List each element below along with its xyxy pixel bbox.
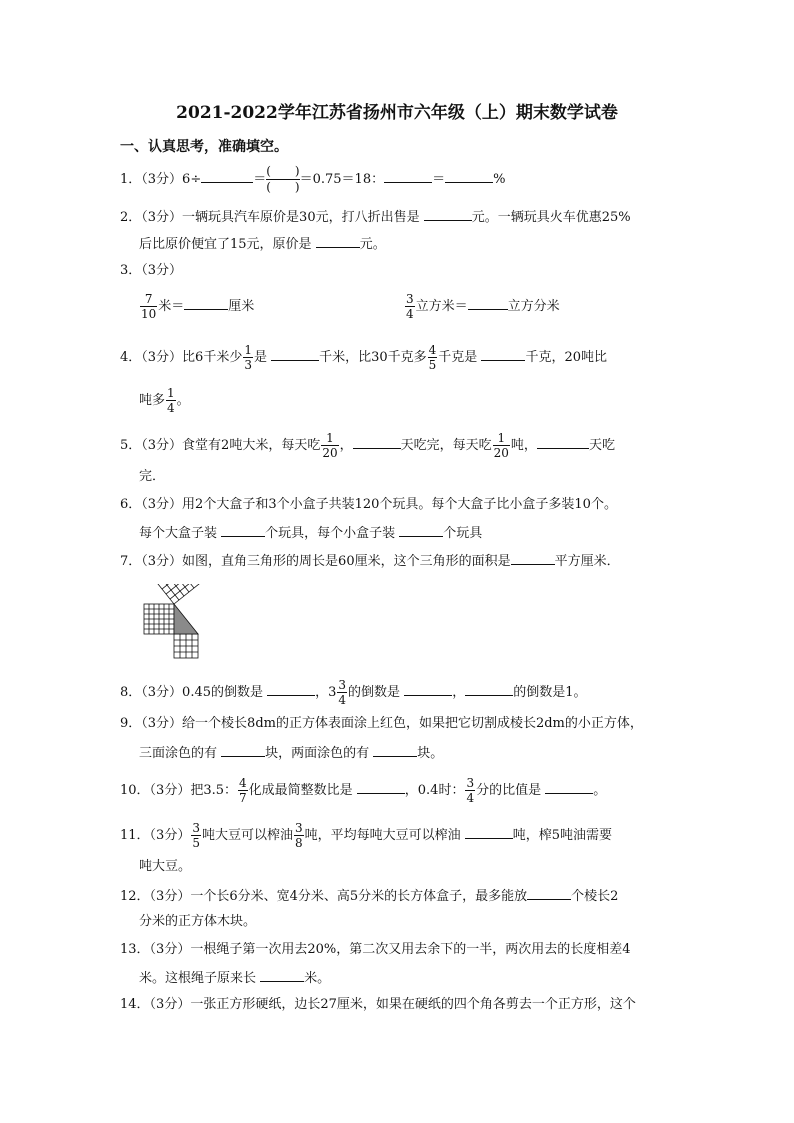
answer-blank[interactable] — [404, 682, 452, 696]
question-8: 8．（3分）0.45的倒数是 ，3 $\frac{3}{4}$ 的倒数是 ， 的倒数是1。 — [120, 678, 587, 707]
question-12-cont: 分米的正方体木块。 — [139, 914, 257, 929]
answer-blank[interactable] — [271, 347, 319, 361]
question-13-cont: 米。这根绳子原来长 米。 — [139, 968, 330, 988]
question-5-cont: 完． — [139, 469, 166, 484]
question-6-cont: 每个大盒子装 个玩具，每个小盒子装 个玩具 — [139, 523, 482, 543]
answer-blank[interactable] — [184, 296, 228, 310]
answer-blank[interactable] — [353, 435, 401, 449]
fraction: $\frac{3}{4}$ — [338, 678, 347, 707]
question-11-cont: 吨大豆。 — [139, 859, 192, 874]
question-12: 12．（3分）一个长6分米、宽4分米、高5分米的长方体盒子，最多能放 个棱长2 — [120, 886, 618, 906]
answer-blank[interactable] — [221, 523, 265, 537]
question-10: 10．（3分）把3.5： $\frac{4}{7}$ 化成最简整数比是 ，0.4时： $\frac{3}{4}$ 分的比值是 。 — [120, 776, 607, 805]
question-7: 7．（3分）如图，直角三角形的周长是60厘米，这个三角形的面积是 平方厘米． — [120, 551, 620, 571]
fraction: $\frac{3}{5}$ — [192, 821, 200, 850]
fraction: $\frac{3}{8}$ — [294, 821, 303, 850]
answer-blank[interactable] — [201, 169, 253, 183]
answer-blank[interactable] — [260, 968, 304, 982]
pythagoras-diagram — [138, 584, 238, 662]
answer-blank[interactable] — [481, 347, 525, 361]
question-9-cont: 三面涂色的有 块，两面涂色的有 块。 — [139, 743, 443, 763]
answer-blank[interactable] — [357, 780, 405, 794]
right-triangle-squares-figure — [138, 584, 238, 666]
answer-blank[interactable] — [384, 169, 432, 183]
question-13: 13．（3分）一根绳子第一次用去20%，第二次又用去余下的一半，两次用去的长度相差4 — [120, 942, 631, 957]
answer-blank[interactable] — [537, 435, 589, 449]
fraction: $\frac{7}{10}$ — [141, 292, 157, 321]
answer-blank[interactable] — [527, 886, 571, 900]
question-1: 1．（3分）6÷ ＝ $\frac{( )}{( )}$ ＝0.75＝18： ＝ % — [120, 164, 506, 194]
answer-blank[interactable] — [445, 169, 493, 183]
question-11: 11．（3分） $\frac{3}{5}$ 吨大豆可以榨油 $\frac{3}{8}$ 吨，平均每吨大豆可以榨油 吨，榨5吨油需要 — [120, 821, 613, 850]
page-title: 2021-2022学年江苏省扬州市六年级（上）期末数学试卷 — [176, 103, 618, 123]
question-4-cont: 吨多 $\frac{1}{4}$ 。 — [139, 386, 190, 415]
question-14: 14．（3分）一张正方形硬纸，边长27厘米，如果在硬纸的四个角各剪去一个正方形，这个 — [120, 997, 636, 1012]
section-heading: 一、认真思考，准确填空。 — [120, 139, 288, 155]
question-2-cont: 后比原价便宜了15元，原价是 元。 — [139, 234, 386, 254]
answer-blank[interactable] — [373, 743, 417, 757]
fraction: $\frac{1}{20}$ — [493, 431, 509, 460]
question-3: 3．（3分） — [120, 263, 183, 278]
answer-blank[interactable] — [221, 743, 265, 757]
answer-blank[interactable] — [465, 682, 513, 696]
fraction: $\frac{3}{4}$ — [406, 292, 414, 321]
answer-blank[interactable] — [267, 682, 315, 696]
answer-blank[interactable] — [545, 780, 593, 794]
question-9: 9．（3分）给一个棱长8dm的正方体表面涂上红色，如果把它切割成棱长2dm的小正方体， — [120, 716, 643, 731]
shaded-triangle — [174, 604, 198, 634]
fraction: $\frac{4}{7}$ — [239, 776, 247, 805]
question-5: 5．（3分）食堂有2吨大米，每天吃 $\frac{1}{20}$ ， 天吃完，每天吃 $\frac{1}{20}$ 吨， 天吃 — [120, 431, 615, 460]
question-3-b: $\frac{3}{4}$ 立方米＝ 立方分米 — [406, 292, 560, 321]
answer-blank[interactable] — [399, 523, 443, 537]
question-6: 6．（3分）用2个大盒子和3个小盒子共装120个玩具。每个大盒子比小盒子多装10个。 — [120, 497, 617, 512]
fraction: $\frac{3}{4}$ — [466, 776, 475, 805]
answer-blank[interactable] — [465, 825, 513, 839]
question-4: 4．（3分）比6千米少 $\frac{1}{3}$ 是 千米，比30千克多 $\frac{4}{5}$ 千克是 千克，20吨比 — [120, 343, 607, 372]
answer-blank[interactable] — [424, 207, 472, 221]
question-3-a: $\frac{7}{10}$ 米＝ 厘米 — [141, 292, 255, 321]
answer-blank[interactable] — [316, 234, 360, 248]
fraction: $\frac{1}{3}$ — [244, 343, 252, 372]
fraction-blank[interactable]: $\frac{( )}{( )}$ — [266, 164, 300, 194]
fraction: $\frac{4}{5}$ — [428, 343, 437, 372]
answer-blank[interactable] — [468, 296, 508, 310]
fraction: $\frac{1}{20}$ — [322, 431, 338, 460]
answer-blank[interactable] — [511, 551, 555, 565]
fraction: $\frac{1}{4}$ — [167, 386, 175, 415]
question-2: 2．（3分）一辆玩具汽车原价是30元，打八折出售是 元。一辆玩具火车优惠25% — [120, 207, 631, 227]
